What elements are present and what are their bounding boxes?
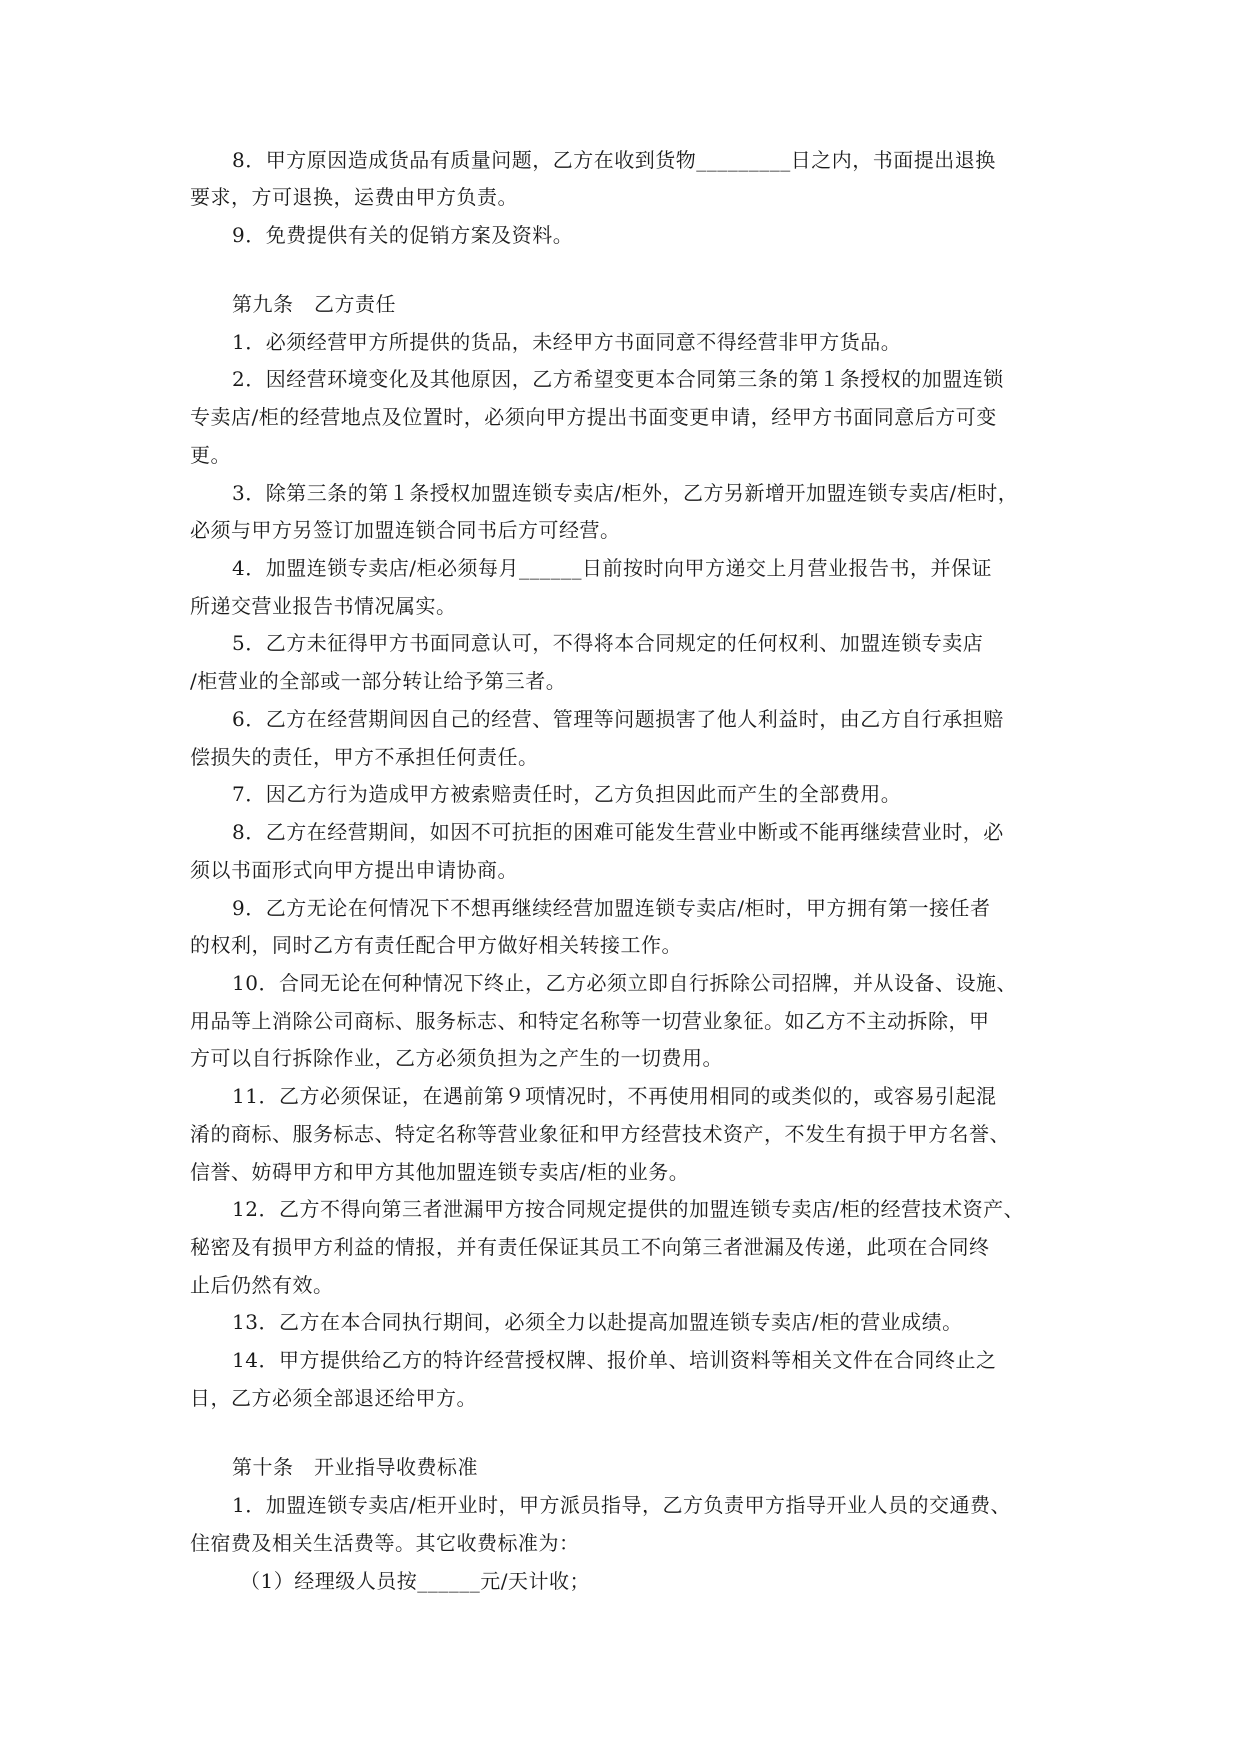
document-line: 必须与甲方另签订加盟连锁合同书后方可经营。	[190, 518, 621, 542]
document-line: 11．乙方必须保证，在遇前第９项情况时，不再使用相同的或类似的，或容易引起混	[232, 1084, 997, 1108]
document-line: 第九条 乙方责任	[232, 292, 396, 316]
document-line: 5．乙方未征得甲方书面同意认可，不得将本合同规定的任何权利、加盟连锁专卖店	[232, 631, 984, 655]
document-line: 须以书面形式向甲方提出申请协商。	[190, 858, 518, 882]
document-line: 3．除第三条的第１条授权加盟连锁专卖店/柜外，乙方另新增开加盟连锁专卖店/柜时，	[232, 481, 1019, 505]
document-line: 12．乙方不得向第三者泄漏甲方按合同规定提供的加盟连锁专卖店/柜的经营技术资产、	[232, 1197, 1025, 1221]
document-line: 7．因乙方行为造成甲方被索赔责任时，乙方负担因此而产生的全部费用。	[232, 782, 902, 806]
document-line: 淆的商标、服务标志、特定名称等营业象征和甲方经营技术资产，不发生有损于甲方名誉、	[190, 1122, 1010, 1146]
document-line: 13．乙方在本合同执行期间，必须全力以赴提高加盟连锁专卖店/柜的营业成绩。	[232, 1310, 963, 1334]
document-line: 10．合同无论在何种情况下终止，乙方必须立即自行拆除公司招牌，并从设备、设施、	[232, 971, 1017, 995]
document-line: 止后仍然有效。	[190, 1273, 334, 1297]
document-line: 9．免费提供有关的促销方案及资料。	[232, 223, 574, 247]
document-line: 8．乙方在经营期间，如因不可抗拒的困难可能发生营业中断或不能再继续营业时，必	[232, 820, 1004, 844]
document-line: 更。	[190, 443, 231, 467]
document-line: 9．乙方无论在何情况下不想再继续经营加盟连锁专卖店/柜时，甲方拥有第一接任者	[232, 896, 991, 920]
document-line: 秘密及有损甲方利益的情报，并有责任保证其员工不向第三者泄漏及传递，此项在合同终	[190, 1235, 990, 1259]
document-line: 专卖店/柜的经营地点及位置时，必须向甲方提出书面变更申请，经甲方书面同意后方可变	[190, 405, 997, 429]
document-line: 4．加盟连锁专卖店/柜必须每月______日前按时向甲方递交上月营业报告书，并保证	[232, 556, 992, 580]
document-line: 住宿费及相关生活费等。其它收费标准为：	[190, 1531, 580, 1555]
document-line: 信誉、妨碍甲方和甲方其他加盟连锁专卖店/柜的业务。	[190, 1160, 690, 1184]
document-line: 1．必须经营甲方所提供的货品，未经甲方书面同意不得经营非甲方货品。	[232, 330, 902, 354]
document-line: 1．加盟连锁专卖店/柜开业时，甲方派员指导，乙方负责甲方指导开业人员的交通费、	[232, 1493, 1011, 1517]
document-line: /柜营业的全部或一部分转让给予第三者。	[190, 669, 567, 693]
document-line: 的权利，同时乙方有责任配合甲方做好相关转接工作。	[190, 933, 682, 957]
document-line: 14．甲方提供给乙方的特许经营授权牌、报价单、培训资料等相关文件在合同终止之	[232, 1348, 997, 1372]
document-line: 方可以自行拆除作业，乙方必须负担为之产生的一切费用。	[190, 1046, 723, 1070]
document-line: 要求，方可退换，运费由甲方负责。	[190, 185, 518, 209]
document-line: 所递交营业报告书情况属实。	[190, 594, 457, 618]
document-line: 偿损失的责任，甲方不承担任何责任。	[190, 745, 539, 769]
document-line: 用品等上消除公司商标、服务标志、和特定名称等一切营业象征。如乙方不主动拆除，甲	[190, 1009, 990, 1033]
document-line: （1）经理级人员按______元/天计收；	[240, 1569, 590, 1593]
document-line: 2．因经营环境变化及其他原因，乙方希望变更本合同第三条的第１条授权的加盟连锁	[232, 367, 1004, 391]
document-line: 8．甲方原因造成货品有质量问题，乙方在收到货物_________日之内，书面提出退换	[232, 148, 996, 172]
document-line: 第十条 开业指导收费标准	[232, 1455, 478, 1479]
document-line: 日，乙方必须全部退还给甲方。	[190, 1386, 477, 1410]
document-line: 6．乙方在经营期间因自己的经营、管理等问题损害了他人利益时，由乙方自行承担赔	[232, 707, 1004, 731]
